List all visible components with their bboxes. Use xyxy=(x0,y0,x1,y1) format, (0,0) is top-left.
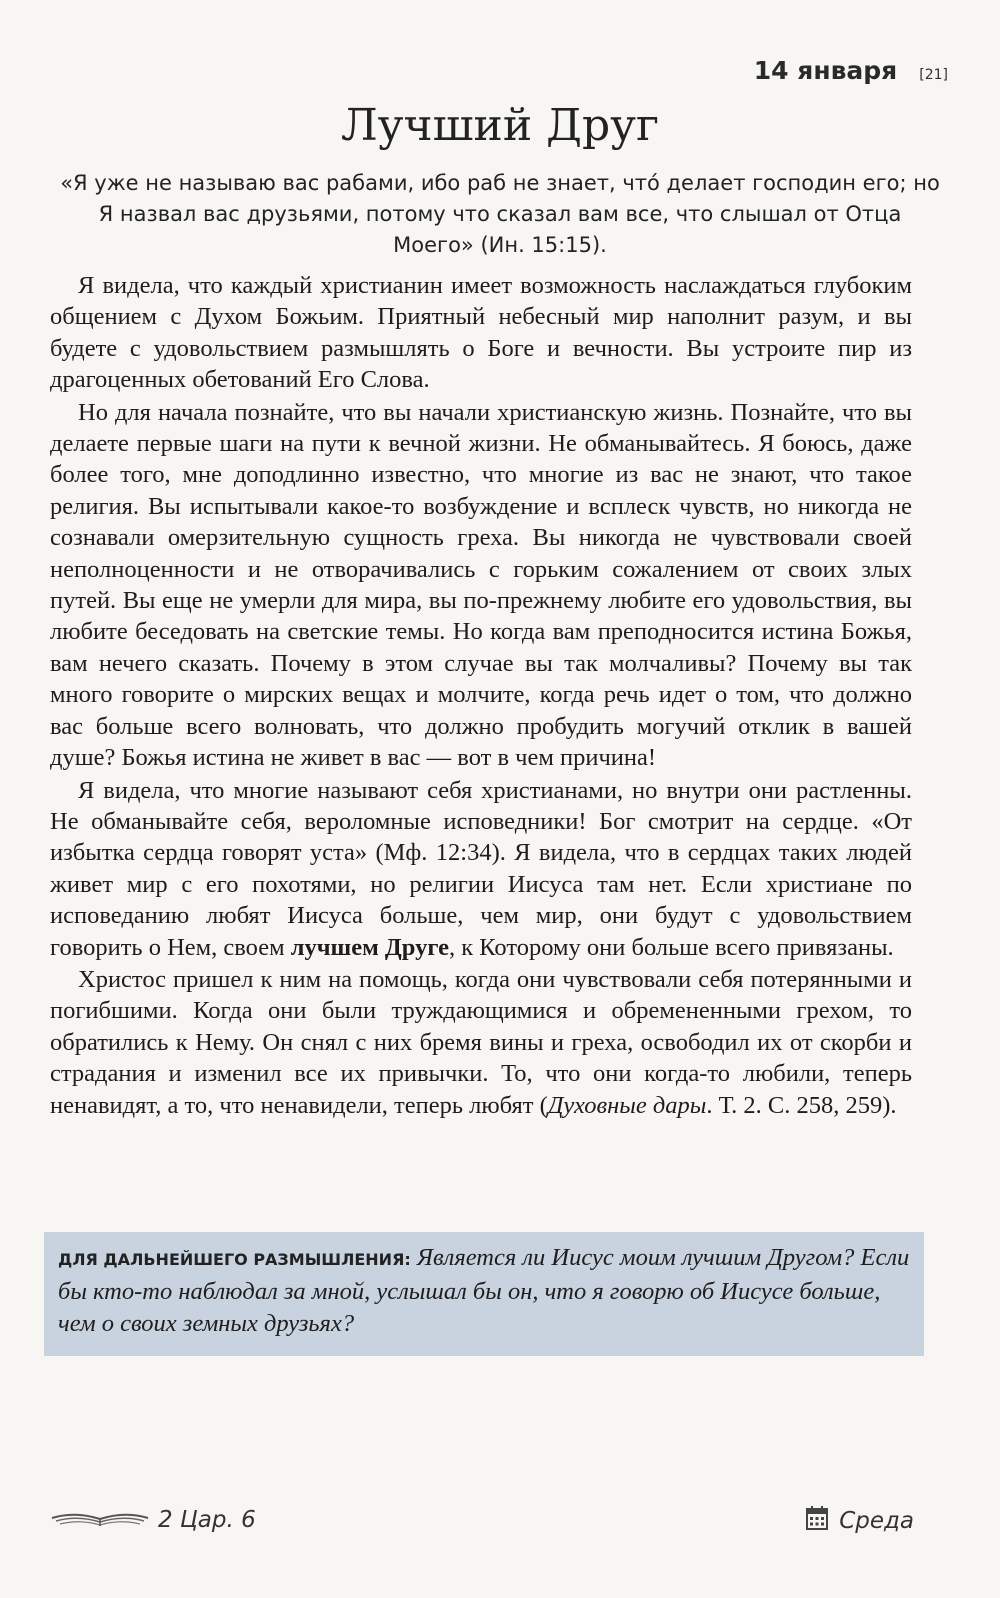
paragraph-3-tail: , к Которому они больше всего привязаны. xyxy=(449,933,894,961)
bible-reading-reference: 2 Цар. 6 xyxy=(158,1506,256,1533)
calendar-icon xyxy=(805,1505,829,1536)
weekday-label: Среда xyxy=(839,1507,914,1534)
footer-weekday xyxy=(805,1505,914,1536)
paragraph-3-text: Я видела, что многие называют себя христианами, но внутри они растленны. Не обманывайте себя, вероломные исповедники! Бог смотрит на сердце. «От избытка сердца говорят уста» (Мф. 12:34). Я видела, что в сердцах таких людей живет мир с его похотями, но религии Иисуса там нет. Если христиане по исповеданию любят Иисуса больше, чем мир, они будут с удовольствием говорить о Нем, своем xyxy=(50,776,912,961)
header xyxy=(754,56,948,85)
footer-reading xyxy=(50,1505,256,1534)
reading-body xyxy=(50,270,912,1122)
source-title: Духовные дары xyxy=(547,1091,707,1119)
source-citation: . Т. 2. С. 258, 259). xyxy=(706,1091,897,1119)
paragraph-2: Но для начала познайте, что вы начали христианскую жизнь. Познайте, что вы делаете первые шаги на пути к вечной жизни. Не обманывайтесь. Я боюсь, даже более того, мне доподлинно известно, что многие из вас не знают, что такое религия. Вы испытывали какое-то возбуждение и всплеск чувств, но никогда не сознавали омерзительную сущность греха. Вы никогда не чувствовали своей неполноценности и не отворачивались с горьким сожалением от своих злых путей. Вы еще не умерли для мира, вы по-прежнему любите его удовольствия, вы любите беседовать на светские темы. Но когда вам преподносится истина Божья, вам нечего сказать. Почему в этом случае вы так молчаливы? Почему вы так много говорите о мирских вещах и молчите, когда речь идет о том, что должно вас больше всего волновать, что должно пробудить могучий отклик в вашей душе? Божья истина не живет в вас — вот в чем причина! xyxy=(50,398,912,772)
best-friend-emphasis: лучшем Друге xyxy=(290,933,450,961)
paragraph-3 xyxy=(50,775,912,963)
paragraph-4-text: Христос пришел к ним на помощь, когда они чувствовали себя потерянными и погибшими. Когда они были труждающимися и обремененными грехом, то обратились к Нему. Он снял с них бремя вины и греха, освободил их от скорби и страдания и изменил все их привычки. То, что они когда-то любили, теперь ненавидят, а то, что ненавидели, теперь любят ( xyxy=(50,965,912,1119)
open-book-icon xyxy=(50,1505,150,1534)
page-date: 14 января xyxy=(753,56,898,85)
reflection-box xyxy=(44,1232,924,1356)
reflection-question: Является ли Иисус моим лучшим Другом? Если бы кто-то наблюдал за мной, услышал бы он, что я говорю об Иисусе больше, чем о своих земных друзьях? xyxy=(58,1244,910,1337)
epigraph-verse: «Я уже не называю вас рабами, ибо раб не знает, что́ делает господин его; но Я назвал вас друзьями, потому что сказал вам все, что слышал от Отца Моего» (Ин. 15:15). xyxy=(60,171,940,257)
reflection-label: ДЛЯ ДАЛЬНЕЙШЕГО РАЗМЫШЛЕНИЯ: xyxy=(58,1250,411,1269)
page-title: Лучший Друг xyxy=(340,100,660,151)
paragraph-4 xyxy=(50,964,912,1121)
page-number: [21] xyxy=(919,67,948,83)
paragraph-1: Я видела, что каждый христианин имеет возможность наслаждаться глубоким общением с Духом Божьим. Приятный небесный мир наполнит разум, и вы будете с удовольствием размышлять о Боге и вечности. Вы устроите пир из драгоценных обетований Его Слова. xyxy=(50,272,912,394)
